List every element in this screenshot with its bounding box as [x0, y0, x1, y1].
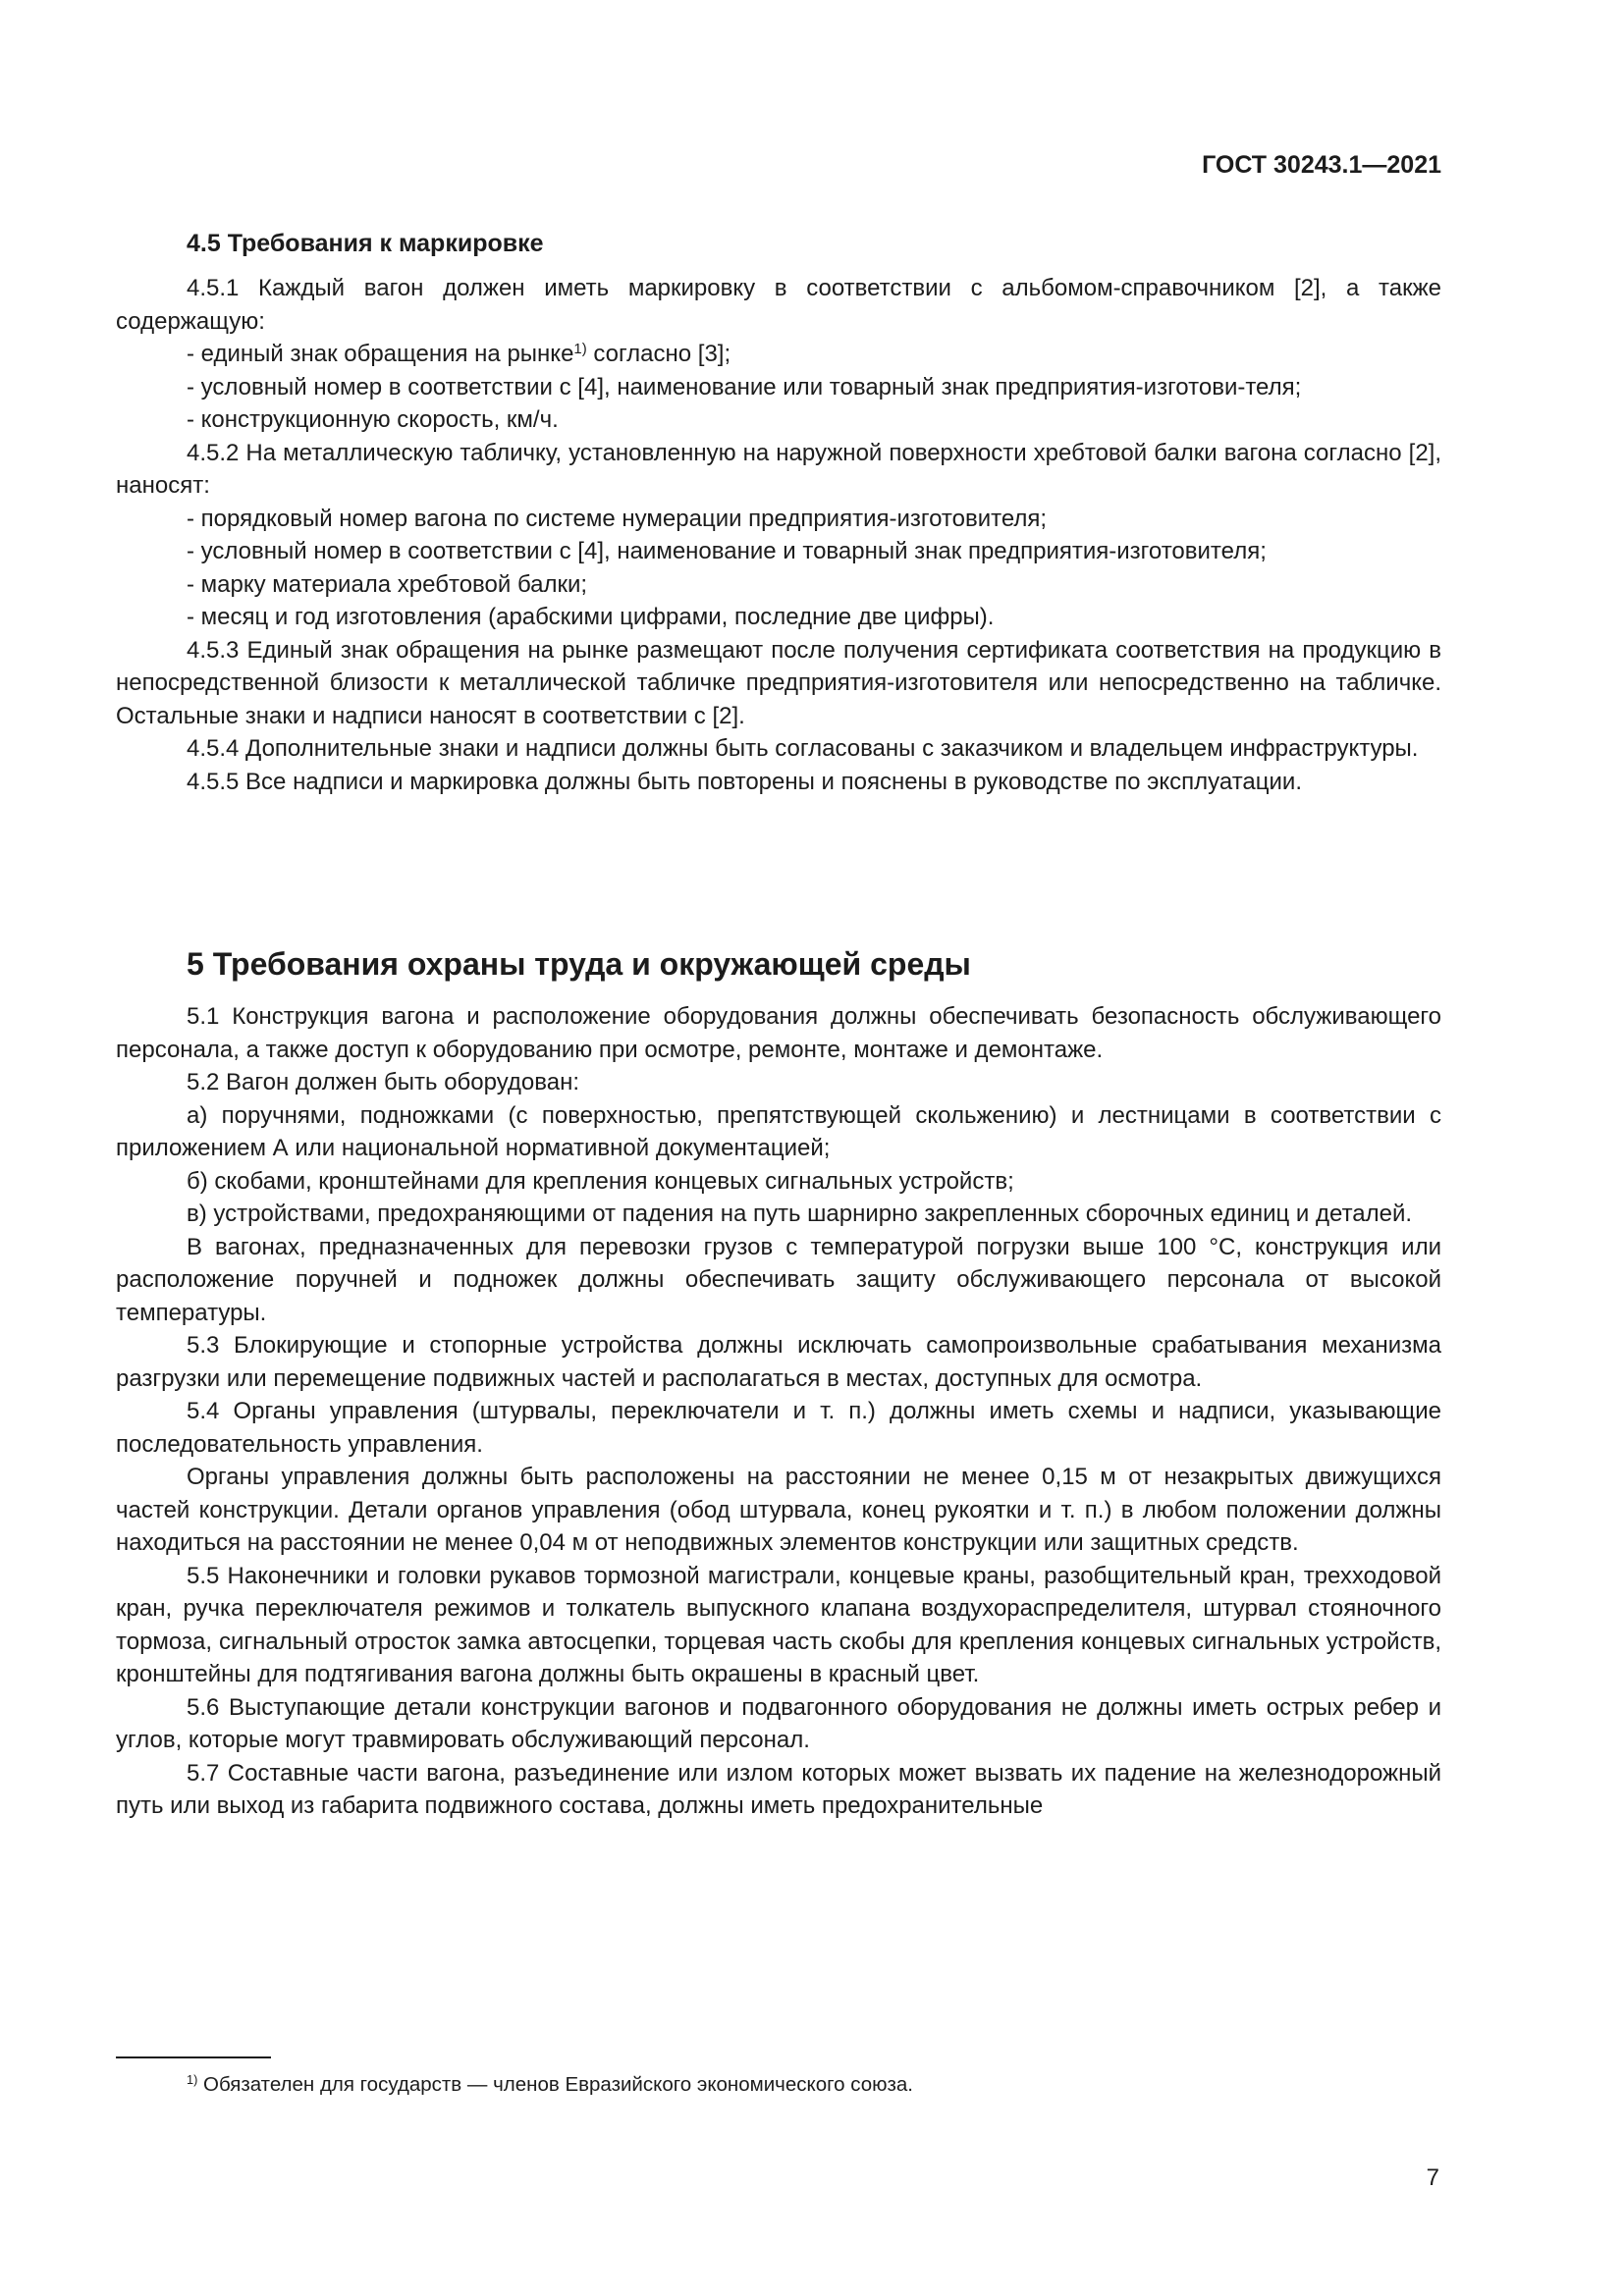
list-item: - марку материала хребтовой балки; [187, 570, 588, 598]
list-item: б) скобами, кронштейнами для крепления концевых сигнальных устройств; [187, 1167, 1014, 1195]
page-number: 7 [1426, 2164, 1439, 2191]
list-item-text: - единый знак обращения на рынке [187, 341, 574, 367]
footnote-divider [116, 2056, 271, 2058]
paragraph-5-2: 5.2 Вагон должен быть оборудован: [187, 1069, 580, 1095]
list-item: а) поручнями, подножками (с поверхностью, препятствующей скольжению) и лестницами в соответствии с приложением А или национальной нормативной документацией; [116, 1101, 1441, 1161]
list-item: - условный номер в соответствии с [4], наименование или товарный знак предприятия-изготови-теля; [187, 373, 1302, 400]
list-item: в) устройствами, предохраняющими от падения на путь шарнирно закрепленных сборочных единиц и деталей. [187, 1201, 1413, 1227]
list-item-text: согласно [3]; [586, 341, 731, 367]
footnote [187, 2073, 913, 2097]
paragraph-5-3: 5.3 Блокирующие и стопорные устройства должны исключать самопроизвольные срабатывания механизма разгрузки или перемещение подвижных частей и располагаться в местах, доступных для осмотра. [116, 1332, 1441, 1392]
section-4-5-heading: 4.5 Требования к маркировке [187, 230, 544, 257]
paragraph-5-7: 5.7 Составные части вагона, разъединение или излом которых может вызвать их падение на железнодорожный путь или выход из габарита подвижного состава, должны иметь предохранительные [116, 1759, 1441, 1819]
footnote-text: Обязателен для государств — членов Евразийского экономического союза. [197, 2073, 913, 2096]
section-4-5-body [116, 272, 1441, 798]
section-5-heading: 5 Требования охраны труда и окружающей среды [187, 946, 971, 982]
paragraph-4-5-5: 4.5.5 Все надписи и маркировка должны быть повторены и пояснены в руководстве по эксплуатации. [187, 768, 1303, 795]
paragraph-4-5-1: 4.5.1 Каждый вагон должен иметь маркировку в соответствии с альбомом-справочником [2], а также содержащую: [116, 275, 1441, 335]
paragraph-5-1: 5.1 Конструкция вагона и расположение оборудования должны обеспечивать безопасность обслуживающего персонала, а также доступ к оборудованию при осмотре, ремонте, монтаже и демонтаже. [116, 1003, 1441, 1063]
paragraph-5-4: 5.4 Органы управления (штурвалы, переключатели и т. п.) должны иметь схемы и надписи, указывающие последовательность управления. [116, 1398, 1441, 1458]
footnote-marker: 1) [187, 2072, 198, 2088]
document-id-header: ГОСТ 30243.1—2021 [1202, 151, 1441, 179]
paragraph-5-6: 5.6 Выступающие детали конструкции вагонов и подвагонного оборудования не должны иметь острых ребер и углов, которые могут травмировать обслуживающий персонал. [116, 1693, 1441, 1753]
list-item [116, 338, 1441, 371]
paragraph-5-5: 5.5 Наконечники и головки рукавов тормозной магистрали, концевые краны, разобщительный кран, трехходовой кран, ручка переключателя режимов и толкатель выпускного клапана воздухораспределителя, штурвал стояночного тормоза, сигнальный отросток замка автосцепки, торцевая часть скобы для крепления концевых сигнальных устройств, кронштейны для подтягивания вагона должны быть окрашены в красный цвет. [116, 1562, 1441, 1687]
list-item: - месяц и год изготовления (арабскими цифрами, последние две цифры). [187, 604, 995, 630]
paragraph-4-5-2: 4.5.2 На металлическую табличку, установленную на наружной поверхности хребтовой балки вагона согласно [2], наносят: [116, 439, 1441, 499]
list-item: - конструкционную скорость, км/ч. [187, 406, 559, 433]
paragraph-5-4-note: Органы управления должны быть расположены на расстоянии не менее 0,15 м от незакрытых движущихся частей конструкции. Детали органов управления (обод штурвала, конец рукоятки и т. п.) в любом положении должны находиться на расстоянии не менее 0,04 м от неподвижных элементов конструкции или защитных средств. [116, 1464, 1441, 1556]
footnote-ref: 1) [573, 341, 587, 357]
paragraph-5-2-note: В вагонах, предназначенных для перевозки грузов с температурой погрузки выше 100 °С, конструкция или расположение поручней и подножек должны обеспечивать защиту обслуживающего персонала от высокой температуры. [116, 1233, 1441, 1326]
section-5-body [116, 1000, 1441, 1823]
list-item: - порядковый номер вагона по системе нумерации предприятия-изготовителя; [187, 505, 1048, 532]
paragraph-4-5-4: 4.5.4 Дополнительные знаки и надписи должны быть согласованы с заказчиком и владельцем инфраструктуры. [187, 735, 1419, 762]
paragraph-4-5-3: 4.5.3 Единый знак обращения на рынке размещают после получения сертификата соответствия на продукцию в непосредственной близости к металлической табличке предприятия-изготовителя или непосредственно на табличке. Остальные знаки и надписи наносят в соответствии с [2]. [116, 636, 1441, 729]
list-item: - условный номер в соответствии с [4], наименование и товарный знак предприятия-изготовителя; [187, 538, 1267, 564]
